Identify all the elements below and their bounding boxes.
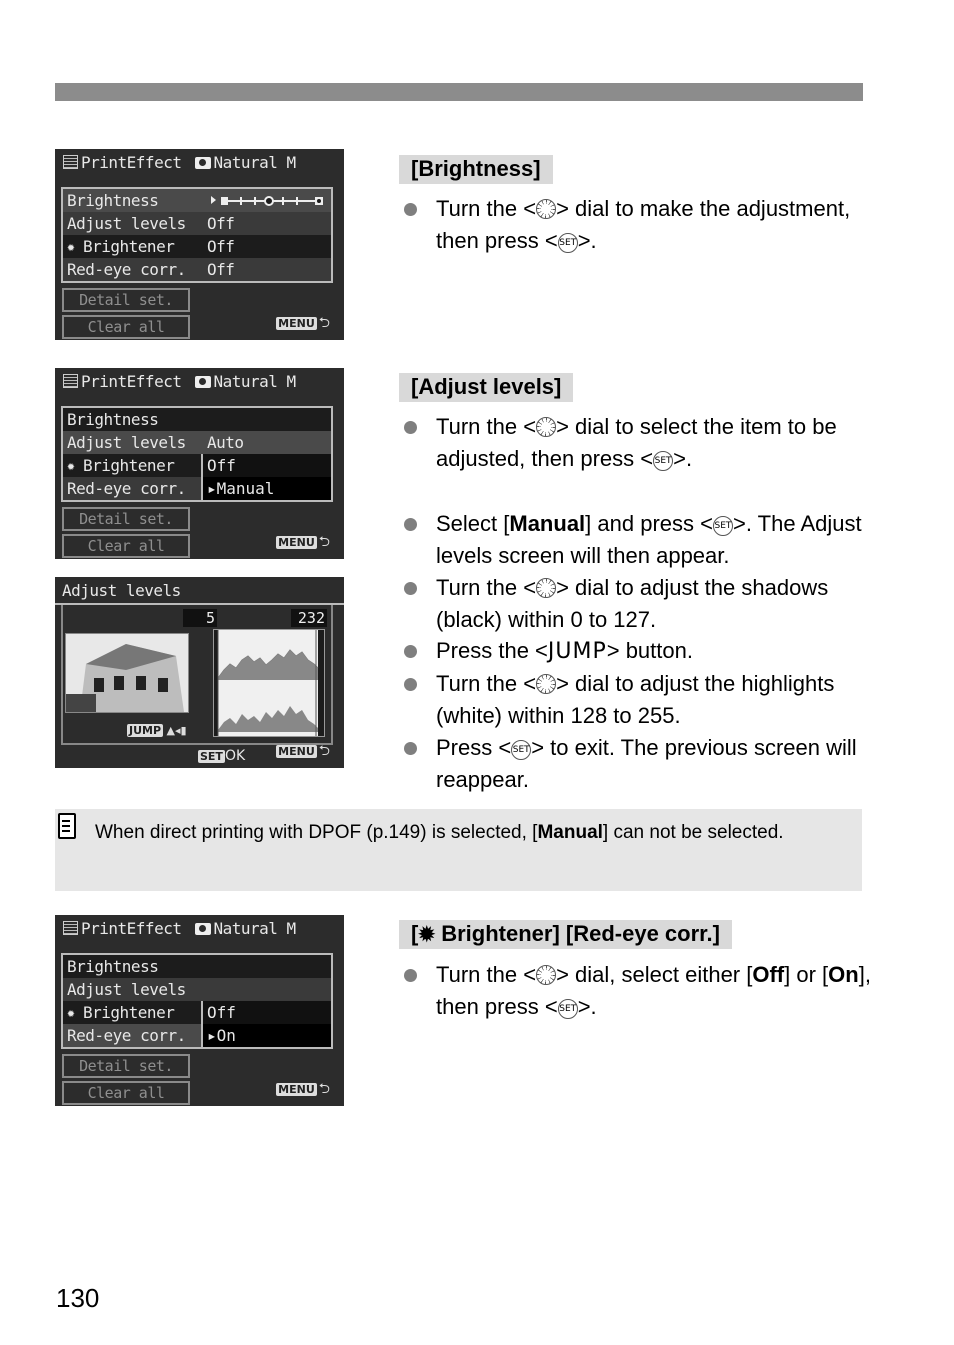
print-effect-menu <box>61 406 333 502</box>
menu-row-label: Brightness <box>67 410 159 429</box>
bullet-icon <box>404 582 417 595</box>
jump-button-icon: JUMP <box>129 724 162 737</box>
brightener-heading <box>399 920 732 949</box>
text-part: [ <box>411 921 419 946</box>
text-part: Press the < <box>436 638 548 663</box>
set-ok-hint <box>198 748 245 764</box>
brightener-label: Brightener <box>83 237 175 256</box>
brightness-slider[interactable] <box>211 195 329 207</box>
menu-return-hint <box>276 740 330 764</box>
menu-row-label <box>67 454 174 477</box>
menu-row-label: Adjust levels <box>67 433 186 452</box>
text-bold: Manual <box>537 822 603 843</box>
adjust-bullet-6 <box>402 732 872 796</box>
adjust-bullet-2 <box>402 508 872 572</box>
clear-all-button[interactable]: Clear all <box>62 315 190 339</box>
text-part: > to exit. The previous screen will reappear. <box>436 735 857 792</box>
set-button-icon: SET <box>558 999 578 1019</box>
menu-row-label: Red-eye corr. <box>67 479 186 498</box>
shadow-value: 5 <box>183 609 217 627</box>
bullet-text <box>436 572 872 636</box>
text-part: > dial, select either [ <box>556 962 753 987</box>
menu-row-label: Red-eye corr. <box>67 1026 186 1045</box>
menu-row-value: Off <box>207 214 235 233</box>
text-part: > dial to make the adjustment, then press < <box>436 196 851 253</box>
page-number: 130 <box>56 1283 100 1313</box>
adjust-bullet-3 <box>402 572 872 636</box>
preview-image <box>65 633 189 713</box>
set-button-icon: SET <box>558 233 578 253</box>
menu-row-label <box>67 235 174 258</box>
text-part: Press < <box>436 735 512 760</box>
menu-row-value: Off <box>207 237 235 256</box>
menu-return-hint <box>276 531 330 555</box>
set-button-icon: SET <box>713 516 733 536</box>
menu-row-adjust-levels[interactable] <box>63 431 331 454</box>
detail-set-button[interactable]: Detail set. <box>62 507 190 531</box>
picture-style: Natural M <box>213 372 296 391</box>
option-off[interactable]: Off <box>201 1001 331 1024</box>
lcd-screen-adjust-levels-menu <box>55 368 344 559</box>
text-part: Turn the < <box>436 196 537 221</box>
camera-icon <box>195 157 211 169</box>
adjust-bullet-1 <box>402 411 872 475</box>
text-part: >. <box>577 994 597 1019</box>
text-part: > dial to adjust the shadows (black) within 0 to 127. <box>436 575 829 632</box>
bullet-icon <box>404 645 417 658</box>
bullet-icon <box>404 678 417 691</box>
print-tab-icon <box>63 155 78 169</box>
bullet-text <box>436 635 872 668</box>
menu-row-brightness[interactable] <box>63 408 331 431</box>
lcd-screen-adjust-levels <box>55 577 344 768</box>
clear-all-button[interactable]: Clear all <box>62 1081 190 1105</box>
menu-return-hint <box>276 1078 330 1102</box>
return-icon: ⮌ <box>318 534 330 550</box>
text-part: Brightener] [Red-eye corr.] <box>435 921 720 946</box>
text-bold: On <box>828 962 859 987</box>
bullet-text <box>436 732 872 796</box>
detail-set-button[interactable]: Detail set. <box>62 1054 190 1078</box>
text-part: >. <box>673 446 693 471</box>
menu-row-label: Adjust levels <box>67 214 186 233</box>
menu-row-brightener[interactable] <box>63 454 331 477</box>
brightener-label: Brightener <box>83 456 175 475</box>
jump-hint <box>127 724 187 737</box>
highlight-value: 232 <box>291 609 327 627</box>
brightener-label: Brightener <box>83 1003 175 1022</box>
bullet-icon <box>404 421 417 434</box>
menu-row-brightener[interactable] <box>63 235 331 258</box>
quick-control-dial-icon <box>536 417 556 437</box>
brightener-icon <box>67 240 81 254</box>
menu-row-adjust-levels[interactable] <box>63 212 331 235</box>
text-part: ] and press < <box>585 511 713 536</box>
print-effect-menu <box>61 187 333 283</box>
return-icon: ⮌ <box>318 743 330 759</box>
quick-control-dial-icon <box>536 965 556 985</box>
bullet-text <box>436 668 872 732</box>
menu-row-value: Auto <box>207 433 244 452</box>
bullet-icon <box>404 518 417 531</box>
quick-control-dial-icon <box>536 199 556 219</box>
menu-row-red-eye[interactable] <box>63 1024 331 1047</box>
lcd-title <box>63 153 296 172</box>
return-icon: ⮌ <box>318 1081 330 1097</box>
brightener-icon: ✹ <box>418 924 436 946</box>
bullet-icon <box>404 969 417 982</box>
adjust-levels-title: Adjust levels <box>62 581 181 600</box>
black-white-point-icon: ▲◂▮ <box>163 724 187 737</box>
tab-title: PrintEffect <box>81 919 182 938</box>
option-manual[interactable]: ▸Manual <box>201 477 331 500</box>
camera-icon <box>195 923 211 935</box>
memo-icon <box>58 813 76 839</box>
text-part: When direct printing with DPOF (p.149) is selected, [ <box>95 822 538 843</box>
lcd-title <box>63 919 296 938</box>
menu-row-label: Red-eye corr. <box>67 260 186 279</box>
print-effect-menu <box>61 953 333 1049</box>
text-part: ] or [ <box>784 962 829 987</box>
menu-row-label: Brightness <box>67 191 159 210</box>
menu-row-label <box>67 1001 174 1024</box>
text-part: > dial to adjust the highlights (white) within 128 to 255. <box>436 671 835 728</box>
header-bar <box>55 83 863 101</box>
quick-control-dial-icon <box>536 674 556 694</box>
brightener-icon <box>67 459 81 473</box>
tab-title: PrintEffect <box>81 153 182 172</box>
brightness-bullet-1 <box>402 193 872 257</box>
text-bold: Off <box>752 962 785 987</box>
menu-button-icon: MENU <box>278 536 315 549</box>
detail-set-button[interactable]: Detail set. <box>62 288 190 312</box>
text-part: Select [ <box>436 511 510 536</box>
menu-row-red-eye[interactable] <box>63 258 331 281</box>
menu-button-icon: MENU <box>278 745 315 758</box>
text-bold: Manual <box>509 511 586 536</box>
text-part: ] can not be selected. <box>602 822 784 843</box>
note-box <box>55 809 862 891</box>
text-part: >. <box>577 228 597 253</box>
bullet-text <box>436 193 872 257</box>
adjust-bullet-4 <box>402 635 872 668</box>
menu-row-label: Adjust levels <box>67 980 186 999</box>
text-part: Turn the < <box>436 671 537 696</box>
bullet-text <box>436 411 872 475</box>
return-icon: ⮌ <box>318 315 330 331</box>
text-part: Turn the < <box>436 414 537 439</box>
menu-button-icon: MENU <box>278 317 315 330</box>
lcd-title <box>63 372 296 391</box>
menu-row-label: Brightness <box>67 957 159 976</box>
set-button-icon: SET <box>200 750 223 763</box>
text-part: Turn the < <box>436 575 537 600</box>
menu-row-brightness[interactable] <box>63 189 331 212</box>
menu-row-red-eye[interactable] <box>63 477 331 500</box>
menu-row-brightener[interactable] <box>63 1001 331 1024</box>
picture-style: Natural M <box>213 919 296 938</box>
brightener-icon <box>67 1006 81 1020</box>
jump-button-label: JUMP <box>547 639 607 664</box>
brightness-heading: [Brightness] <box>399 155 553 184</box>
text-part: ], then press < <box>436 962 871 1019</box>
adjust-levels-heading: [Adjust levels] <box>399 373 573 402</box>
brightener-bullet-1 <box>402 959 872 1023</box>
menu-return-hint <box>276 312 330 336</box>
option-off[interactable]: Off <box>201 454 331 477</box>
text-part: Turn the < <box>436 962 537 987</box>
print-tab-icon <box>63 374 78 388</box>
tab-title: PrintEffect <box>81 372 182 391</box>
ok-label: OK <box>224 748 246 764</box>
histogram-graph <box>214 630 324 736</box>
adjust-bullet-5 <box>402 668 872 732</box>
menu-button-icon: MENU <box>278 1083 315 1096</box>
picture-style: Natural M <box>213 153 296 172</box>
text-part: >. The Adjust levels screen will then appear. <box>436 511 862 568</box>
option-on[interactable]: ▸On <box>201 1024 331 1047</box>
menu-row-value: Off <box>207 260 235 279</box>
quick-control-dial-icon <box>536 578 556 598</box>
text-part: > button. <box>606 638 693 663</box>
set-button-icon: SET <box>511 740 531 760</box>
menu-row-adjust-levels[interactable] <box>63 978 331 1001</box>
bullet-icon <box>404 203 417 216</box>
bullet-icon <box>404 742 417 755</box>
bullet-text <box>436 508 872 572</box>
camera-icon <box>195 376 211 388</box>
clear-all-button[interactable]: Clear all <box>62 534 190 558</box>
lcd-screen-red-eye <box>55 915 344 1106</box>
set-button-icon: SET <box>653 451 673 471</box>
note-text <box>95 819 835 847</box>
histogram <box>213 629 325 737</box>
menu-row-brightness[interactable] <box>63 955 331 978</box>
print-tab-icon <box>63 921 78 935</box>
bullet-text <box>436 959 872 1023</box>
text-part: > dial to select the item to be adjusted, then press < <box>436 414 837 471</box>
lcd-screen-brightness <box>55 149 344 340</box>
building-image <box>66 634 188 712</box>
